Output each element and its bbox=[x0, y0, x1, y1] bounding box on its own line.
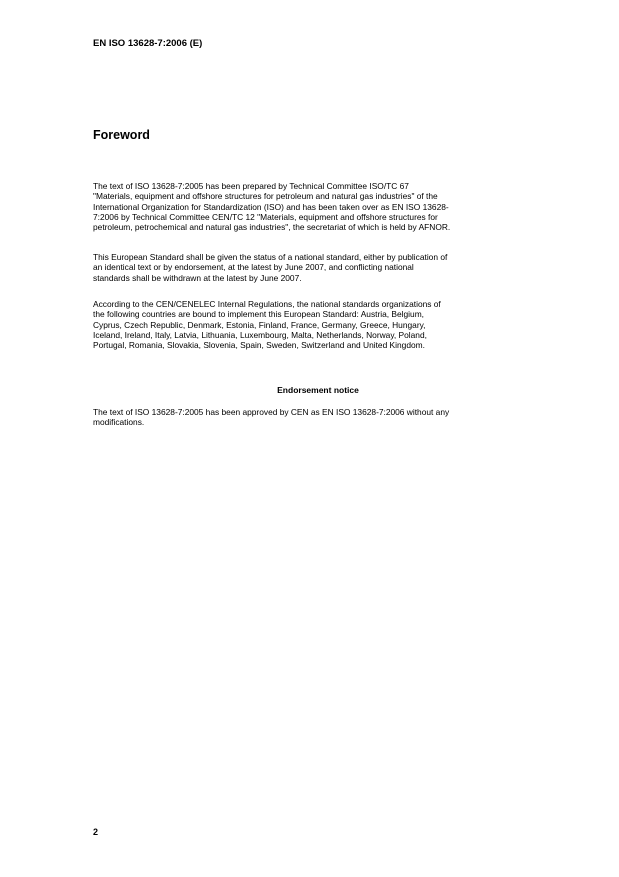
text-line: The text of ISO 13628-7:2005 has been approved by CEN as EN ISO 13628-7:2006 without any bbox=[93, 407, 450, 417]
foreword-paragraph-1 bbox=[93, 181, 543, 232]
text-line: modifications. bbox=[93, 417, 145, 428]
text-line: standards shall be withdrawn at the latest by June 2007. bbox=[93, 272, 302, 283]
text-line: Iceland, Ireland, Italy, Latvia, Lithuania, Luxembourg, Malta, Netherlands, Norway, Poland, bbox=[93, 329, 427, 340]
text-line: petroleum, petrochemical and natural gas industries", the secretariat of which is held by AFNOR. bbox=[93, 222, 451, 233]
text-line: Cyprus, Czech Republic, Denmark, Estonia, Finland, France, Germany, Greece, Hungary, bbox=[93, 319, 426, 330]
text-line: This European Standard shall be given the status of a national standard, either by publication of bbox=[93, 252, 448, 262]
endorsement-paragraph bbox=[93, 407, 543, 428]
endorsement-notice-heading: Endorsement notice bbox=[277, 385, 359, 395]
page-number: 2 bbox=[93, 827, 99, 837]
text-line: According to the CEN/CENELEC Internal Regulations, the national standards organizations of bbox=[93, 299, 441, 309]
text-line: International Organization for Standardization (ISO) and has been taken over as EN ISO 13628- bbox=[93, 201, 449, 212]
foreword-paragraph-2 bbox=[93, 252, 543, 283]
foreword-paragraph-3 bbox=[93, 299, 543, 350]
foreword-title: Foreword bbox=[93, 128, 150, 142]
text-line: Portugal, Romania, Slovakia, Slovenia, Spain, Sweden, Switzerland and United Kingdom. bbox=[93, 340, 425, 351]
text-line: an identical text or by endorsement, at the latest by June 2007, and conflicting national bbox=[93, 262, 414, 273]
document-id-header: EN ISO 13628-7:2006 (E) bbox=[93, 38, 203, 49]
text-line: the following countries are bound to implement this European Standard: Austria, Belgium, bbox=[93, 309, 425, 320]
text-line: The text of ISO 13628-7:2005 has been prepared by Technical Committee ISO/TC 67 bbox=[93, 181, 409, 191]
text-line: 7:2006 by Technical Committee CEN/TC 12 "Materials, equipment and offshore structures for bbox=[93, 211, 438, 222]
text-line: "Materials, equipment and offshore structures for petroleum and natural gas industries" of the bbox=[93, 191, 438, 202]
